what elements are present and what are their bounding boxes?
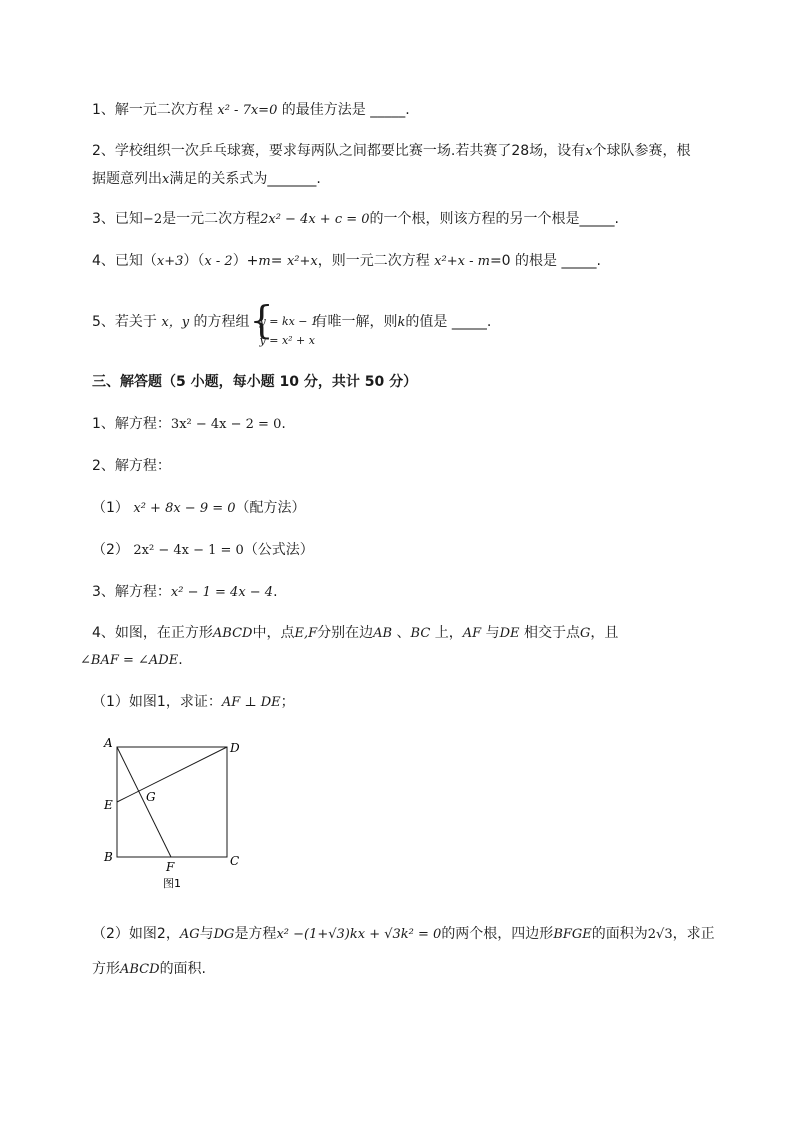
equation: x² - 7x=0	[217, 103, 278, 118]
fill-question-2-line1	[92, 142, 691, 161]
segment-name: AG	[179, 927, 200, 942]
question-text: 的两个根，四边形	[441, 926, 554, 942]
expression: x+3	[156, 254, 184, 269]
label-d: D	[230, 741, 240, 755]
variable: x	[585, 144, 593, 159]
question-text: 学校组织一次乒乓球赛，要求每两队之间都要比赛一场.若共赛了28场，设有	[114, 143, 586, 159]
variable: x	[162, 172, 170, 187]
question-text: 解方程：	[114, 416, 171, 432]
equation: 2x² − 4x + c = 0	[260, 212, 370, 227]
question-number: 3、	[92, 584, 115, 600]
label-c: C	[230, 854, 240, 868]
question-text: ，且	[590, 625, 619, 641]
fill-question-1	[92, 101, 410, 120]
method-label: （公式法）	[243, 542, 314, 558]
question-text: ）+	[232, 253, 259, 269]
question-text: 上，	[430, 625, 463, 641]
segment-de	[117, 747, 227, 802]
question-number: 2、	[92, 458, 115, 474]
question-text: 已知（	[114, 253, 157, 269]
question-text: ，则一元二次方程	[317, 253, 435, 269]
part-label: （1）	[92, 694, 129, 710]
equation: x² + 8x − 9 = 0	[133, 501, 236, 516]
fill-question-3	[92, 210, 619, 229]
label-b: B	[104, 850, 113, 864]
question-text: 的方程组	[189, 314, 250, 330]
question-text: =0 的根是 _____.	[489, 253, 601, 269]
square-outline	[117, 747, 227, 857]
question-text: 与	[199, 926, 214, 942]
method-label: （配方法）	[235, 500, 306, 516]
expression: x - 2	[204, 254, 233, 269]
section-title: 三、解答题（5 小题，每小题 10 分，共计 50 分）	[92, 374, 418, 390]
segment-af	[117, 747, 171, 857]
question-number: 4、	[92, 625, 115, 641]
question-text: .	[178, 652, 183, 668]
question-text: 解一元二次方程	[114, 102, 218, 118]
question-text: 的面积为	[591, 926, 648, 942]
question-text: 有唯一解，则	[313, 314, 398, 330]
solve-question-3	[92, 583, 278, 602]
point-name: G	[580, 626, 591, 641]
shape-name: ABCD	[212, 626, 253, 641]
question-text: 如图1，求证：	[128, 694, 222, 710]
solve-question-1	[92, 415, 286, 434]
value: −2	[142, 212, 163, 227]
segment-name: DG	[213, 927, 235, 942]
question-text: 、	[392, 625, 411, 641]
question-number: 4、	[92, 253, 115, 269]
solve-question-4-part2-line1	[92, 925, 715, 944]
question-text: 个球队参赛，根	[592, 143, 691, 159]
label-f: F	[166, 860, 175, 874]
question-text: ；	[280, 694, 295, 710]
part-label: （2）	[92, 542, 129, 558]
solve-question-4-line1	[92, 624, 618, 643]
equation: 3x² − 4x − 2 = 0	[170, 417, 282, 432]
question-text: 方形	[92, 961, 120, 977]
equation: x² − 1 = 4x − 4	[170, 585, 274, 600]
question-text: 据题意列出	[92, 171, 162, 187]
equation: y = x² + x	[259, 334, 315, 347]
fill-question-5	[92, 298, 492, 347]
part-label: （2）	[92, 926, 129, 942]
expression: x²+x	[286, 254, 318, 269]
solve-question-4-part2-line2	[92, 960, 206, 979]
question-text: =	[270, 253, 287, 269]
variables: x，y	[161, 315, 190, 330]
question-number: 3、	[92, 211, 115, 227]
question-text: .	[281, 416, 286, 432]
variable: k	[397, 315, 406, 330]
question-text: ）（	[183, 253, 205, 269]
equation: y = kx − 1	[259, 315, 319, 328]
label-a: A	[104, 736, 113, 750]
area-value: 2√3	[647, 927, 673, 942]
question-number: 1、	[92, 416, 115, 432]
question-text: 如图，在正方形	[114, 625, 213, 641]
part-label: （1）	[92, 500, 129, 516]
figure-caption: 图1	[163, 877, 181, 890]
question-text: 分别在边	[317, 625, 374, 641]
expression: x²+x - m	[434, 254, 490, 269]
question-text: 解方程：	[114, 458, 171, 474]
question-text: 若关于	[114, 314, 162, 330]
fill-question-2-line2	[92, 170, 321, 189]
label-g: G	[146, 790, 156, 804]
question-text: 与	[481, 625, 500, 641]
brace: {	[249, 298, 274, 342]
equation-system	[249, 298, 319, 347]
segment-name: AF	[462, 626, 482, 641]
equation: x² −(1+√3)kx + √3k² = 0	[276, 927, 442, 942]
shape-name: ABCD	[120, 962, 160, 977]
question-text: 中，点	[252, 625, 295, 641]
question-text: 解方程：	[114, 584, 171, 600]
figure-square-abcd	[100, 735, 250, 895]
solve-question-4-part1	[92, 693, 295, 712]
point-names: E,F	[294, 626, 318, 641]
expression: m	[258, 254, 271, 269]
angle-equation: ∠BAF = ∠ADE	[80, 653, 179, 668]
question-text: 的值是 _____.	[405, 314, 492, 330]
segment-name: BC	[410, 626, 431, 641]
question-text: 的一个根，则该方程的另一个根是_____.	[369, 211, 619, 227]
equation: AF ⊥ DE	[221, 695, 281, 710]
question-text: .	[273, 584, 278, 600]
equation: 2x² − 4x − 1 = 0	[133, 543, 244, 558]
question-number: 1、	[92, 102, 115, 118]
solve-question-2-part1	[92, 499, 306, 518]
question-number: 5、	[92, 314, 115, 330]
question-text: 的面积.	[159, 961, 207, 977]
solve-question-2-part2	[92, 541, 314, 560]
question-text: 是方程	[234, 926, 277, 942]
question-text: 相交于点	[519, 625, 580, 641]
solve-question-4-line2	[80, 651, 183, 670]
question-text: 如图2，	[128, 926, 180, 942]
question-text: 的最佳方法是 _____.	[277, 102, 410, 118]
question-text: 是一元二次方程	[162, 211, 261, 227]
shape-name: BFGE	[553, 927, 592, 942]
question-text: 已知	[114, 211, 143, 227]
solve-question-2	[92, 457, 171, 475]
question-text: ，求正	[672, 926, 715, 942]
segment-name: DE	[499, 626, 520, 641]
question-text: 满足的关系式为_______.	[169, 171, 321, 187]
question-number: 2、	[92, 143, 115, 159]
segment-name: AB	[373, 626, 393, 641]
fill-question-4	[92, 252, 601, 271]
label-e: E	[104, 798, 113, 812]
